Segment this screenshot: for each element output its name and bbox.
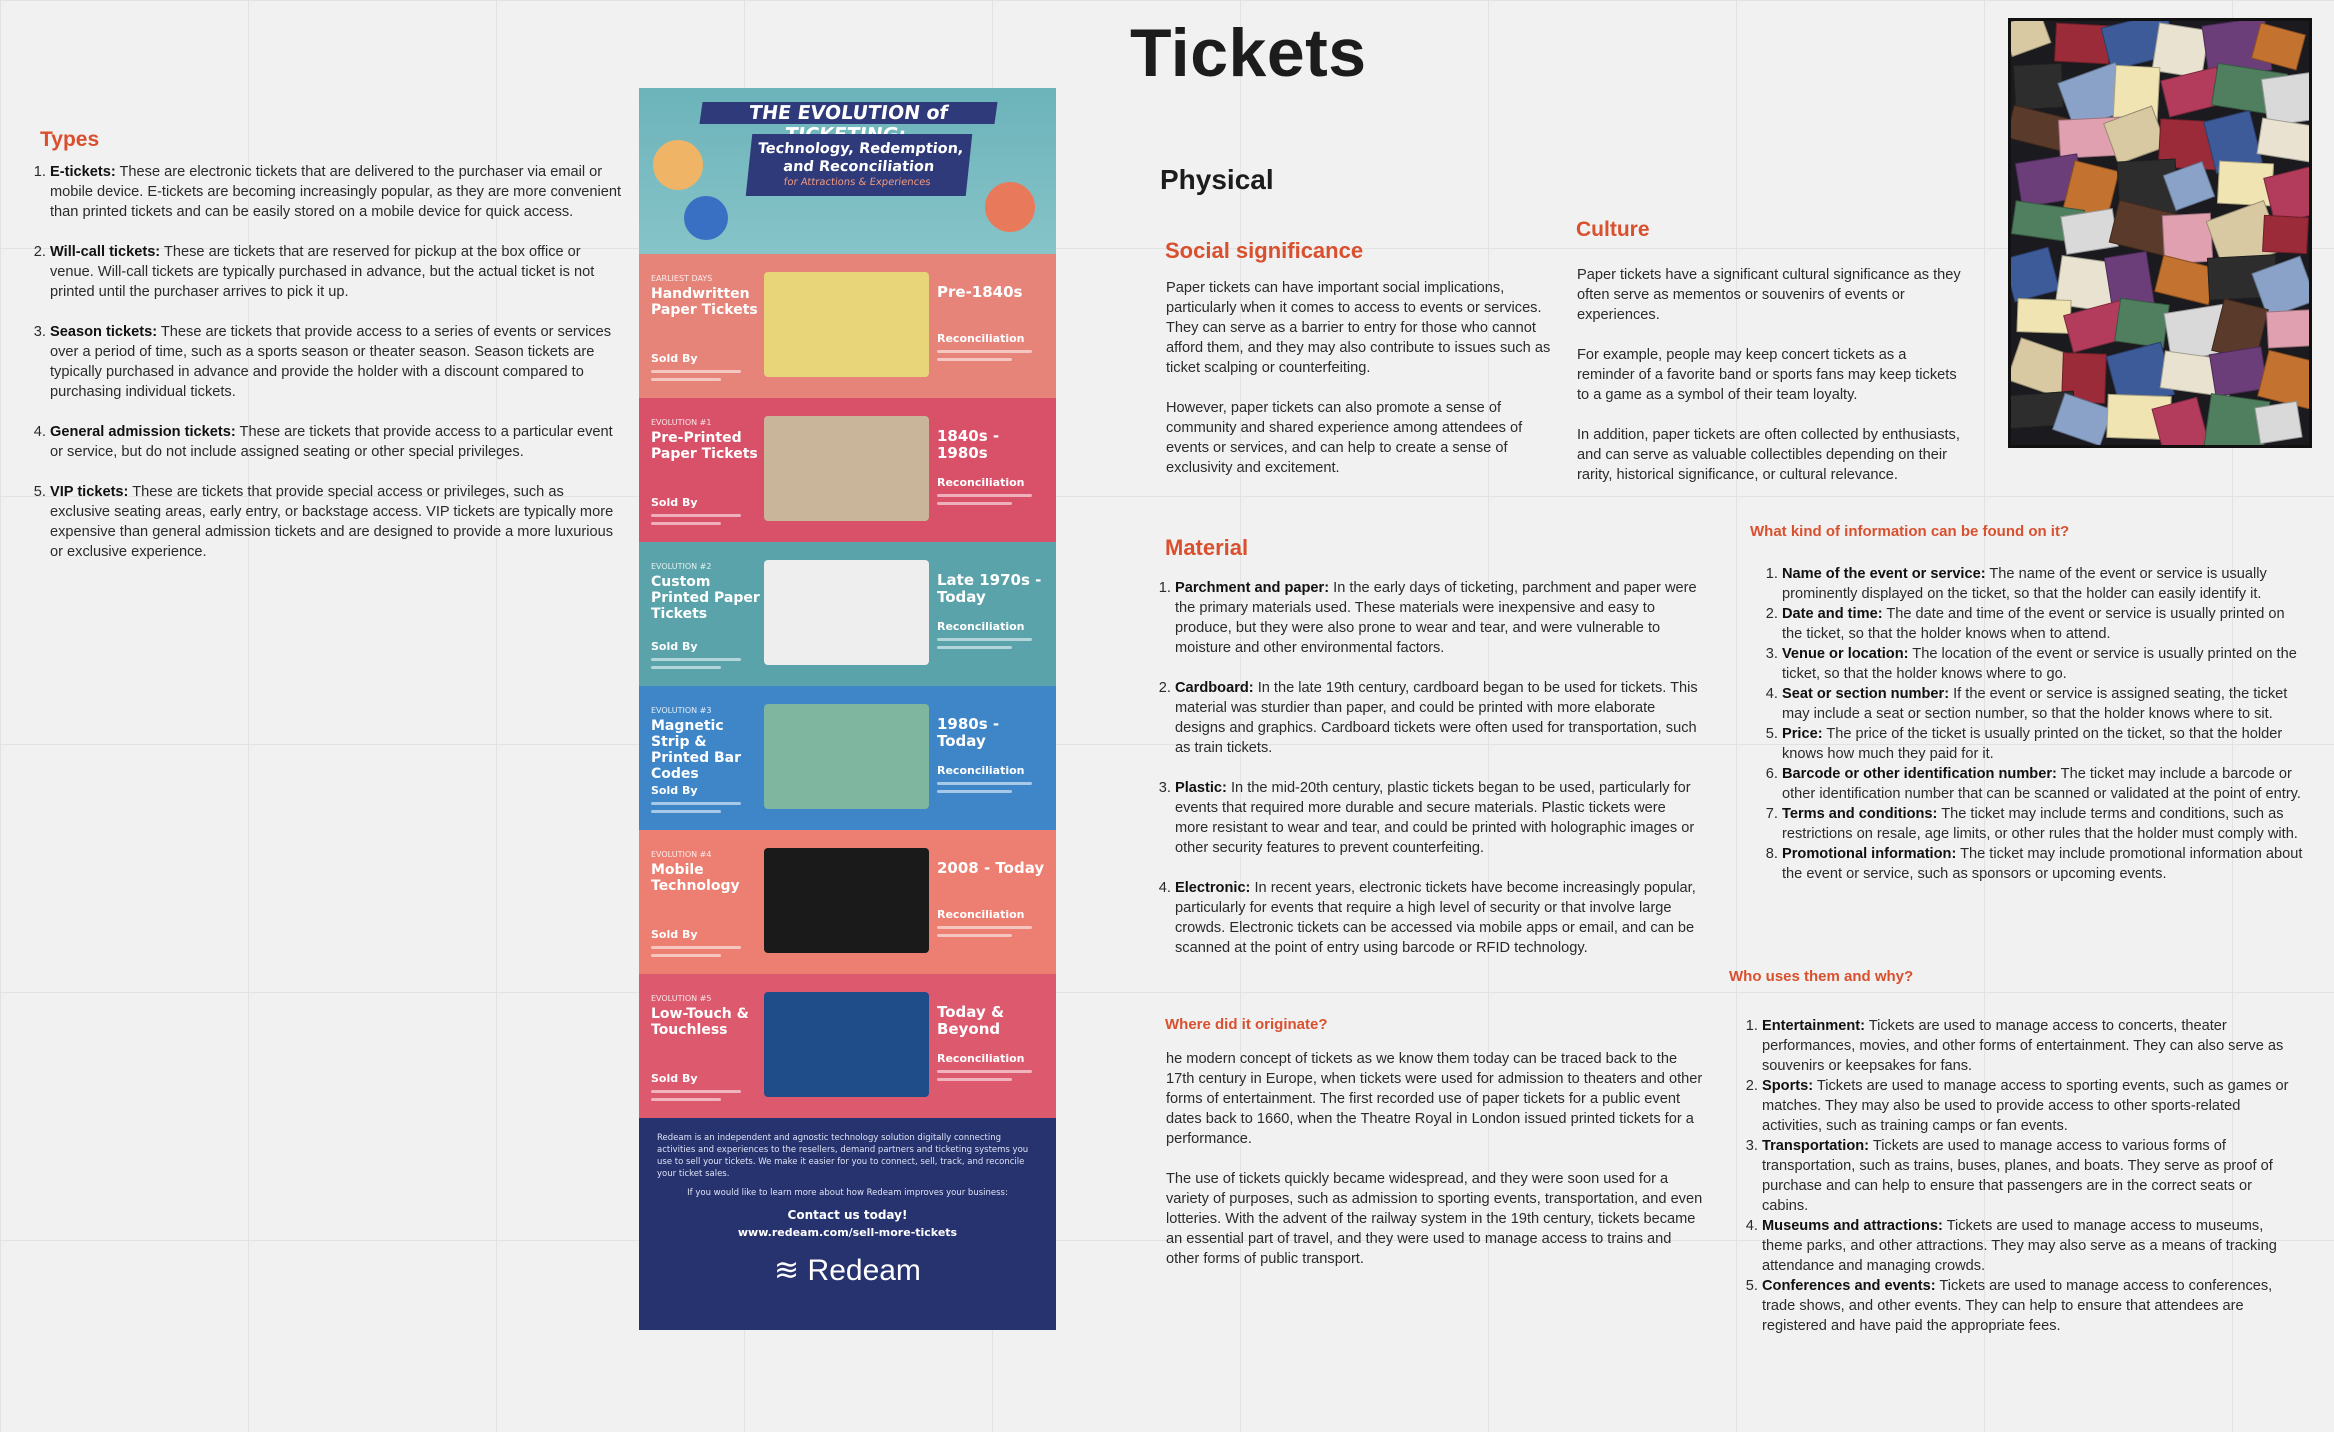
- list-item: [1782, 764, 2305, 804]
- section-tag: EVOLUTION #5: [651, 994, 712, 1003]
- list-item-text: Tickets are used to manage access to museums, theme parks, and other attractions. They may also serve as a means of tracking attendance and managing crowds.: [1762, 1218, 2277, 1274]
- infographic-section: [639, 542, 1056, 686]
- types-list: [28, 162, 623, 582]
- section-fine-print: [937, 1078, 1012, 1081]
- phone-icon: [684, 196, 728, 240]
- collage-ticket: [2114, 298, 2170, 349]
- list-item-term: Museums and attractions:: [1762, 1218, 1943, 1234]
- collage-ticket: [2254, 401, 2302, 444]
- footer-cta: Contact us today!: [787, 1208, 908, 1222]
- section-fine-print: [651, 1090, 741, 1093]
- infographic-subtitle: Technology, Redemption, and Reconciliation for Attractions & Experiences: [746, 134, 973, 196]
- list-item: [1762, 1276, 2300, 1336]
- section-sold-by: Sold By: [651, 352, 698, 365]
- list-item-term: Name of the event or service:: [1782, 566, 1986, 582]
- list-item-text: Tickets are used to manage access to conferences, trade shows, and other events. They can help to ensure that attendees are registered and have paid the appropriate fees.: [1762, 1278, 2273, 1334]
- list-item-text: The name of the event or service is usually prominently displayed on the ticket, so that the holder can easily identify it.: [1782, 566, 2267, 602]
- section-sold-by: Sold By: [651, 784, 698, 797]
- origin-text: he modern concept of tickets as we know them today can be traced back to the 17th century in Europe, when tickets were used for admission to theaters and other forms of entertainment. The first recorded use of paper tickets for a public event dates back to 1660, when the Theatre Royal in London issued printed tickets for a performance. The use of tickets quickly became widespread, and they were soon used for a variety of purposes, such as admission to sporting events, transportation, and even lotteries. With the advent of the railway system in the 19th century, tickets became an essential part of travel, and they were used to manage access to trains and other forms of public transport.: [1166, 1051, 1703, 1267]
- list-item-term: Date and time:: [1782, 606, 1883, 622]
- culture-text: Paper tickets have a significant cultural significance as they often serve as mementos or souvenirs of events or experiences. For example, people may keep concert tickets as a reminder of a favorite band or sports fans may keep tickets to a game as a symbol of their team loyalty. In addition, paper tickets are often collected by enthusiasts, and can serve as valuable collectibles depending on their rarity, historical significance, or cultural relevance.: [1577, 267, 1961, 483]
- list-item: [50, 422, 623, 462]
- section-name: Pre-Printed Paper Tickets: [651, 430, 758, 462]
- list-item-text: The location of the event or service is usually printed on the ticket, so that the holder knows where to go.: [1782, 646, 2297, 682]
- section-fine-print: [651, 522, 721, 525]
- list-item: [1782, 804, 2305, 844]
- list-item-term: Parchment and paper:: [1175, 580, 1330, 596]
- section-fine-print: [937, 350, 1032, 353]
- origin-heading: Where did it originate?: [1165, 1016, 1328, 1033]
- physical-heading: Physical: [1160, 164, 1274, 195]
- list-item-text: Tickets are used to manage access to various forms of transportation, such as trains, buses, planes, and boats. They serve as proof of purchase and can help to ensure that passengers are in the correct seats or cabins.: [1762, 1138, 2273, 1214]
- section-fine-print: [651, 954, 721, 957]
- list-item: [1782, 564, 2305, 604]
- list-item-text: If the event or service is assigned seating, the ticket may include a seat or section number, so that the holder knows where to sit.: [1782, 686, 2288, 722]
- list-item-text: The price of the ticket is usually printed on the ticket, so that the holder knows how much they paid for it.: [1782, 726, 2283, 762]
- infographic-header: [639, 88, 1056, 254]
- footer-prompt: If you would like to learn more about how Redeam improves your business:: [687, 1188, 1008, 1198]
- list-item: [1762, 1076, 2300, 1136]
- list-item: [50, 322, 623, 402]
- section-era: Pre-1840s: [937, 283, 1023, 301]
- list-item: [1175, 778, 1698, 858]
- section-fine-print: [651, 946, 741, 949]
- material-heading: Material: [1165, 535, 1249, 560]
- list-item-text: The ticket may include terms and conditions, such as restrictions on resale, age limits, or other rules that the holder must comply with.: [1782, 806, 2298, 842]
- section-fine-print: [937, 494, 1032, 497]
- section-reconciliation: Reconciliation: [937, 620, 1025, 633]
- section-fine-print: [651, 1098, 721, 1101]
- redeam-logo: ≋ Redeam: [774, 1254, 921, 1287]
- list-item-text: Tickets are used to manage access to sporting events, such as games or matches. They may also be used to provide access to other sports-related activities, such as training camps or fan events.: [1762, 1078, 2289, 1134]
- section-fine-print: [651, 666, 721, 669]
- infographic-sections: [639, 254, 1056, 1118]
- list-item-term: Price:: [1782, 726, 1823, 742]
- section-fine-print: [651, 658, 741, 661]
- list-item-term: Plastic:: [1175, 780, 1227, 796]
- infographic-section: [639, 830, 1056, 974]
- list-item: [1175, 878, 1698, 958]
- section-illustration: [764, 416, 929, 521]
- section-era: Today & Beyond: [937, 1003, 1005, 1038]
- list-item: [1782, 844, 2305, 884]
- section-name: Custom Printed Paper Tickets: [651, 574, 760, 622]
- footer-description: Redeam is an independent and agnostic technology solution digitally connecting activities and experiences to the resellers, demand partners and ticketing systems you use to sell your tickets. We make it easier for you to connect, sell, track, and reconcile your ticket sales.: [657, 1133, 1029, 1179]
- section-illustration: [764, 992, 929, 1097]
- section-fine-print: [651, 802, 741, 805]
- section-tag: EVOLUTION #2: [651, 562, 712, 571]
- ticket-collage-image: [2008, 18, 2312, 448]
- list-item: [1782, 604, 2305, 644]
- section-fine-print: [651, 378, 721, 381]
- culture-heading: Culture: [1576, 218, 1650, 241]
- section-sold-by: Sold By: [651, 496, 698, 509]
- list-item-text: The ticket may include promotional information about the event or service, such as sponsors or upcoming events.: [1782, 846, 2303, 882]
- list-item-term: Seat or section number:: [1782, 686, 1950, 702]
- section-fine-print: [651, 810, 721, 813]
- list-item: [50, 482, 623, 562]
- ticket-icon: [985, 182, 1035, 232]
- page-title: Tickets: [1130, 15, 1367, 91]
- infographic-footer: [639, 1118, 1056, 1330]
- section-fine-print: [937, 790, 1012, 793]
- list-item: [1762, 1136, 2300, 1216]
- ticketing-evolution-infographic: [639, 88, 1056, 1413]
- section-illustration: [764, 560, 929, 665]
- types-heading: Types: [40, 128, 100, 151]
- collage-ticket: [2060, 208, 2118, 255]
- footer-url[interactable]: www.redeam.com/sell-more-tickets: [737, 1226, 958, 1239]
- collage-ticket: [2008, 247, 2060, 303]
- section-fine-print: [651, 370, 741, 373]
- section-sold-by: Sold By: [651, 928, 698, 941]
- collage-ticket: [2262, 215, 2309, 254]
- list-item-text: In the mid-20th century, plastic tickets began to be used, particularly for events that required more durable and secure materials. Plastic tickets were more resistant to wear and tear, and could be printed with holographic images or other security features to prevent counterfeiting.: [1175, 780, 1695, 856]
- section-fine-print: [651, 514, 741, 517]
- list-item-term: Terms and conditions:: [1782, 806, 1938, 822]
- list-item: [1762, 1216, 2300, 1276]
- section-name: Low-Touch & Touchless: [651, 1006, 749, 1038]
- section-fine-print: [937, 638, 1032, 641]
- list-item-text: These are electronic tickets that are delivered to the purchaser via email or mobile device. E-tickets are becoming increasingly popular, as they are more convenient than printed tickets and can be easily stored on a mobile device for quick access.: [50, 164, 622, 220]
- list-item-text: These are tickets that provide access to a series of events or services over a period of time, such as a sports season or theater season. Season tickets are typically purchased in advance and provide the holder with a discount compared to purchasing individual tickets.: [50, 324, 612, 400]
- list-item-term: Promotional information:: [1782, 846, 1957, 862]
- section-name: Magnetic Strip & Printed Bar Codes: [651, 718, 742, 782]
- section-fine-print: [937, 934, 1012, 937]
- section-era: 1980s - Today: [937, 715, 1000, 750]
- section-illustration: [764, 704, 929, 809]
- list-item-text: The ticket may include a barcode or other identification number that can be scanned or validated at the point of entry.: [1782, 766, 2301, 802]
- list-item-text: These are tickets that provide access to a particular event or service, but do not include assigned seating or other special privileges.: [50, 424, 613, 460]
- section-reconciliation: Reconciliation: [937, 1052, 1025, 1065]
- info-heading: What kind of information can be found on it?: [1750, 523, 2070, 540]
- list-item: [1782, 644, 2305, 684]
- social-significance-text: Paper tickets can have important social implications, particularly when it comes to access to events or services. They can serve as a barrier to entry for those who cannot afford them, and they may also contribute to issues such as ticket scalping or counterfeiting. However, paper tickets can also promote a sense of community and shared experience among attendees of events or services, and can help to create a sense of exclusivity and excitement.: [1166, 280, 1551, 476]
- list-item: [1782, 724, 2305, 764]
- who-heading: Who uses them and why?: [1729, 968, 1914, 985]
- section-illustration: [764, 848, 929, 953]
- section-reconciliation: Reconciliation: [937, 908, 1025, 921]
- list-item: [50, 242, 623, 302]
- list-item-term: Conferences and events:: [1762, 1278, 1936, 1294]
- infographic-section: [639, 398, 1056, 542]
- info-list: [1760, 564, 2305, 884]
- section-reconciliation: Reconciliation: [937, 764, 1025, 777]
- list-item-text: In the early days of ticketing, parchment and paper were the primary materials used. These materials were inexpensive and easy to produce, but they were also prone to wear and tear, and were vulnerable to moisture and other environmental factors.: [1175, 580, 1697, 656]
- infographic-section: [639, 974, 1056, 1118]
- list-item-term: Sports:: [1762, 1078, 1814, 1094]
- list-item-term: Season tickets:: [50, 324, 158, 340]
- collage-ticket: [2008, 18, 2052, 57]
- section-sold-by: Sold By: [651, 1072, 698, 1085]
- section-sold-by: Sold By: [651, 640, 698, 653]
- list-item: [50, 162, 623, 222]
- list-item-text: In recent years, electronic tickets have become increasingly popular, particularly for events that require a high level of security or that involve large crowds. Electronic tickets can be accessed via mobile apps or email, and can be scanned at the point of entry using barcode or RFID technology.: [1175, 880, 1696, 956]
- social-significance-heading: Social significance: [1165, 238, 1364, 263]
- list-item-text: These are tickets that are reserved for pickup at the box office or venue. Will-call tickets are typically purchased in advance, but the actual ticket is not printed until the purchaser arrives to pick it up.: [50, 244, 595, 300]
- list-item-text: These are tickets that provide special access or privileges, such as exclusive seating areas, early entry, or backstage access. VIP tickets are typically more expensive than general admission tickets and are designed to provide a more luxurious or exclusive experience.: [50, 484, 614, 560]
- section-reconciliation: Reconciliation: [937, 332, 1025, 345]
- list-item-term: Cardboard:: [1175, 680, 1254, 696]
- material-list: [1153, 578, 1698, 978]
- section-fine-print: [937, 358, 1012, 361]
- list-item-text: In the late 19th century, cardboard began to be used for tickets. This material was sturdier than paper, and could be printed with more elaborate designs and graphics. Cardboard tickets were often used for transportation, such as train tickets.: [1175, 680, 1698, 756]
- list-item-term: Will-call tickets:: [50, 244, 161, 260]
- collage-ticket: [2256, 117, 2312, 163]
- list-item: [1175, 578, 1698, 658]
- section-fine-print: [937, 782, 1032, 785]
- section-fine-print: [937, 926, 1032, 929]
- section-reconciliation: Reconciliation: [937, 476, 1025, 489]
- store-icon: [653, 140, 703, 190]
- section-tag: EVOLUTION #4: [651, 850, 712, 859]
- list-item-term: Transportation:: [1762, 1138, 1870, 1154]
- who-list: [1740, 1016, 2300, 1336]
- section-fine-print: [937, 646, 1012, 649]
- section-tag: EARLIEST DAYS: [651, 274, 713, 283]
- section-tag: EVOLUTION #1: [651, 418, 712, 427]
- list-item: [1782, 684, 2305, 724]
- collage-ticket: [2266, 308, 2312, 348]
- section-fine-print: [937, 502, 1012, 505]
- infographic-section: [639, 686, 1056, 830]
- list-item: [1762, 1016, 2300, 1076]
- list-item-term: Entertainment:: [1762, 1018, 1865, 1034]
- list-item-term: Barcode or other identification number:: [1782, 766, 2057, 782]
- section-era: Late 1970s - Today: [937, 571, 1042, 606]
- infographic-title: THE EVOLUTION of: [699, 102, 997, 124]
- list-item-term: E-tickets:: [50, 164, 116, 180]
- section-era: 2008 - Today: [937, 859, 1045, 877]
- list-item-term: VIP tickets:: [50, 484, 129, 500]
- list-item-text: Tickets are used to manage access to concerts, theater performances, movies, and other forms of entertainment. They can also serve as souvenirs or keepsakes for fans.: [1762, 1018, 2284, 1074]
- section-name: Mobile Technology: [651, 862, 740, 894]
- list-item-term: Electronic:: [1175, 880, 1251, 896]
- collage-ticket: [2013, 63, 2064, 111]
- section-name: Handwritten Paper Tickets: [651, 286, 758, 318]
- list-item: [1175, 678, 1698, 758]
- section-fine-print: [937, 1070, 1032, 1073]
- list-item-text: The date and time of the event or service is usually printed on the ticket, so that the holder knows when to attend.: [1782, 606, 2285, 642]
- section-tag: EVOLUTION #3: [651, 706, 712, 715]
- section-illustration: [764, 272, 929, 377]
- infographic-section: [639, 254, 1056, 398]
- section-era: 1840s - 1980s: [937, 427, 1000, 462]
- list-item-term: General admission tickets:: [50, 424, 236, 440]
- list-item-term: Venue or location:: [1782, 646, 1909, 662]
